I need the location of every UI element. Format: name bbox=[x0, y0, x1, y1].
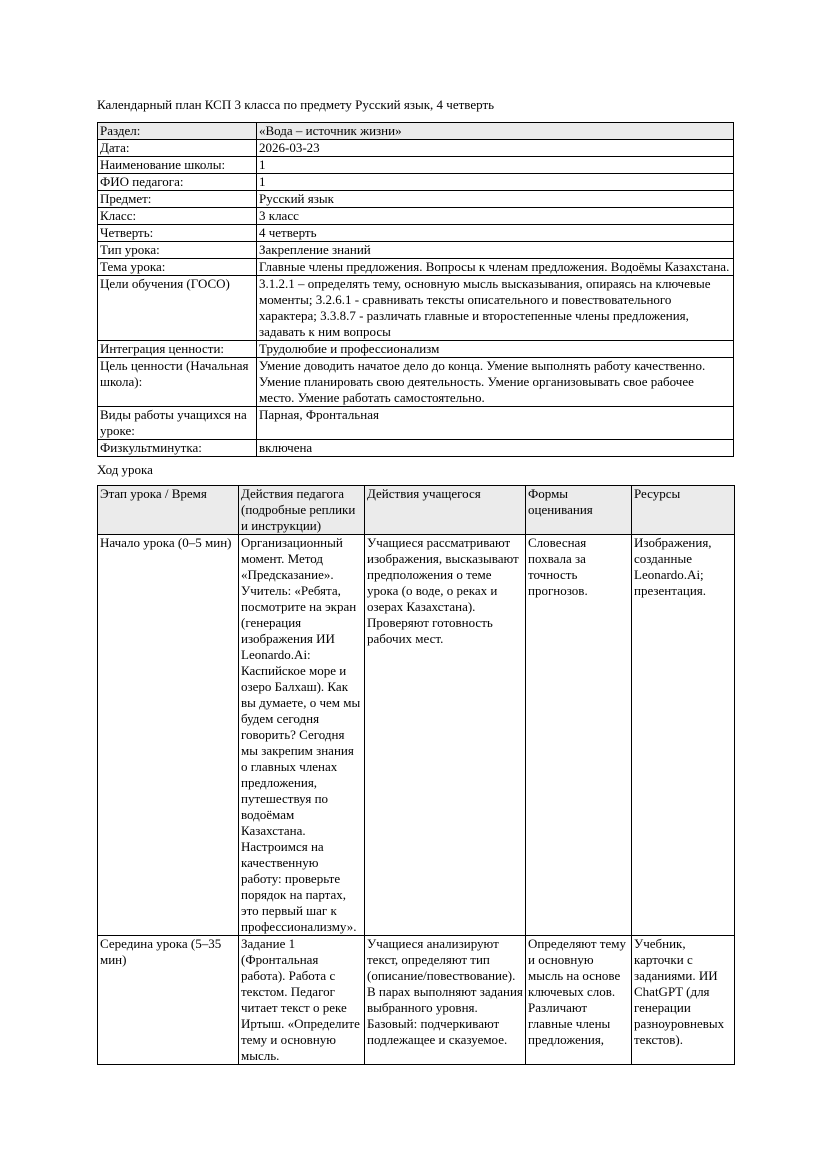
info-row bbox=[98, 157, 734, 174]
info-label-class: Класс: bbox=[98, 208, 257, 225]
info-label-values-goal: Цель ценности (Начальная школа): bbox=[98, 358, 257, 407]
lesson-flow-table bbox=[97, 485, 735, 1065]
info-value-data: 2026-03-23 bbox=[257, 140, 734, 157]
info-row bbox=[98, 174, 734, 191]
column-header-resources: Ресурсы bbox=[632, 486, 735, 535]
info-value-school: 1 bbox=[257, 157, 734, 174]
teacher-actions-cell: Организационный момент. Метод «Предсказание». Учитель: «Ребята, посмотрите на экран (генерация изображения ИИ Leonardo.Ai: Каспийское море и озеро Балхаш). Как вы думаете, о чем мы будем сегодня говорить? Сегодня мы закрепим знания о главных членах предложения, путешествуя по водоёмам Казахстана. Настроимся на качественную работу: проверьте порядок на партах, это первый шаг к профессионализму». bbox=[239, 535, 365, 936]
info-label-data: Дата: bbox=[98, 140, 257, 157]
info-label-lesson-theme: Тема урока: bbox=[98, 259, 257, 276]
info-row bbox=[98, 407, 734, 440]
lesson-info-table bbox=[97, 122, 734, 457]
info-row bbox=[98, 242, 734, 259]
info-row bbox=[98, 341, 734, 358]
column-header-teacher-actions: Действия педагога (подробные реплики и инструкции) bbox=[239, 486, 365, 535]
stage-cell: Середина урока (5–35 мин) bbox=[98, 936, 239, 1065]
info-label-razdel: Раздел: bbox=[98, 123, 257, 140]
info-row bbox=[98, 208, 734, 225]
info-row bbox=[98, 123, 734, 140]
resources-cell: Учебник, карточки с заданиями. ИИ ChatGPT (для генерации разноуровневых текстов). bbox=[632, 936, 735, 1065]
document-title: Календарный план КСП 3 класса по предмету Русский язык, 4 четверть bbox=[97, 97, 495, 112]
info-label-school: Наименование школы: bbox=[98, 157, 257, 174]
info-label-work-types: Виды работы учащихся на уроке: bbox=[98, 407, 257, 440]
info-row bbox=[98, 191, 734, 208]
assessment-cell: Определяют тему и основную мысль на основе ключевых слов. Различают главные члены предложения, bbox=[526, 936, 632, 1065]
info-value-values-goal: Умение доводить начатое дело до конца. Умение выполнять работу качественно. Умение планировать свою деятельность. Умение организовывать свое рабочее место. Умение работать самостоятельно. bbox=[257, 358, 734, 407]
column-header-assessment: Формы оценивания bbox=[526, 486, 632, 535]
info-value-goals: 3.1.2.1 – определять тему, основную мысль высказывания, опираясь на ключевые моменты; 3.2.6.1 - сравнивать тексты описательного и повествовательного характера; 3.3.8.7 - различать главные и второстепенные члены предложения, задавать к ним вопросы bbox=[257, 276, 734, 341]
section-label-lesson-flow: Ход урока bbox=[97, 462, 153, 477]
info-value-class: 3 класс bbox=[257, 208, 734, 225]
info-row bbox=[98, 358, 734, 407]
info-value-values-integration: Трудолюбие и профессионализм bbox=[257, 341, 734, 358]
info-row bbox=[98, 225, 734, 242]
info-value-subject: Русский язык bbox=[257, 191, 734, 208]
info-label-lesson-type: Тип урока: bbox=[98, 242, 257, 259]
assessment-cell: Словесная похвала за точность прогнозов. bbox=[526, 535, 632, 936]
stage-cell: Начало урока (0–5 мин) bbox=[98, 535, 239, 936]
info-label-physminute: Физкультминутка: bbox=[98, 440, 257, 457]
info-label-values-integration: Интеграция ценности: bbox=[98, 341, 257, 358]
flow-row-lesson-middle bbox=[98, 936, 735, 1065]
document-content bbox=[97, 97, 730, 1065]
info-value-quarter: 4 четверть bbox=[257, 225, 734, 242]
column-header-student-actions: Действия учащегося bbox=[365, 486, 526, 535]
student-actions-cell: Учащиеся рассматривают изображения, высказывают предположения о теме урока (о воде, о реках и озерах Казахстана). Проверяют готовность рабочих мест. bbox=[365, 535, 526, 936]
info-value-work-types: Парная, Фронтальная bbox=[257, 407, 734, 440]
info-row bbox=[98, 440, 734, 457]
info-row bbox=[98, 140, 734, 157]
flow-row-lesson-start bbox=[98, 535, 735, 936]
info-value-razdel: «Вода – источник жизни» bbox=[257, 123, 734, 140]
info-value-lesson-type: Закрепление знаний bbox=[257, 242, 734, 259]
flow-header-row bbox=[98, 486, 735, 535]
info-label-teacher: ФИО педагога: bbox=[98, 174, 257, 191]
info-row bbox=[98, 276, 734, 341]
info-label-subject: Предмет: bbox=[98, 191, 257, 208]
info-value-lesson-theme: Главные члены предложения. Вопросы к членам предложения. Водоёмы Казахстана. bbox=[257, 259, 734, 276]
info-label-goals: Цели обучения (ГОСО) bbox=[98, 276, 257, 341]
teacher-actions-cell: Задание 1 (Фронтальная работа). Работа с текстом. Педагог читает текст о реке Иртыш. «Определите тему и основную мысль. bbox=[239, 936, 365, 1065]
column-header-stage: Этап урока / Время bbox=[98, 486, 239, 535]
info-value-teacher: 1 bbox=[257, 174, 734, 191]
info-value-physminute: включена bbox=[257, 440, 734, 457]
student-actions-cell: Учащиеся анализируют текст, определяют тип (описание/повествование). В парах выполняют задания выбранного уровня. Базовый: подчеркивают подлежащее и сказуемое. bbox=[365, 936, 526, 1065]
info-label-quarter: Четверть: bbox=[98, 225, 257, 242]
resources-cell: Изображения, созданные Leonardo.Ai; презентация. bbox=[632, 535, 735, 936]
info-row bbox=[98, 259, 734, 276]
